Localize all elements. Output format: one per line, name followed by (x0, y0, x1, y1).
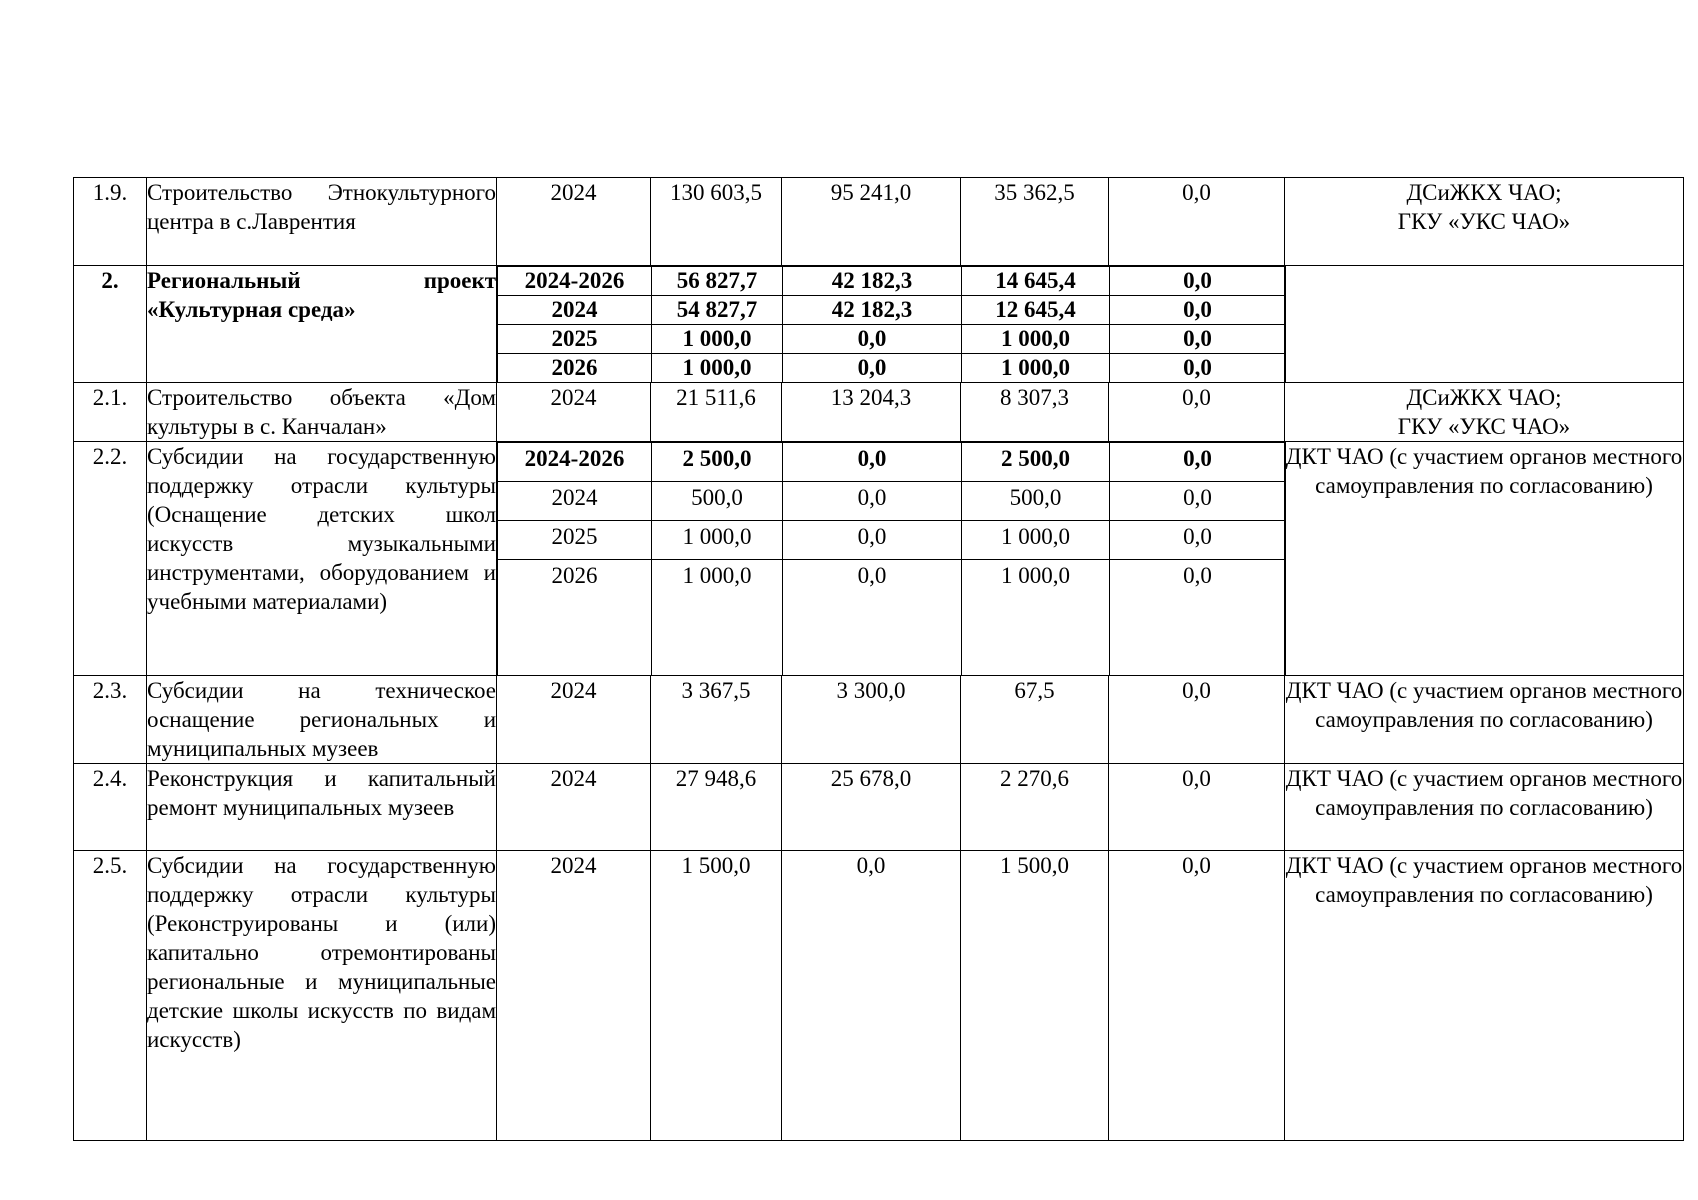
cell-federal: 0,0 (783, 521, 962, 560)
cell-regional: 1 000,0 (962, 560, 1110, 676)
responsible: ДСиЖКХ ЧАО; ГКУ «УКС ЧАО» (1285, 383, 1684, 442)
row-number: 2.3. (74, 676, 147, 764)
cell-other: 0,0 (1109, 764, 1285, 851)
cell-federal: 42 182,3 (783, 296, 962, 325)
responsible: ДКТ ЧАО (с участием органов местного самоуправления по согласованию) (1285, 676, 1684, 764)
cell-year: 2024 (497, 178, 651, 266)
row-title: Строительство объекта «Дом культуры в с. Канчалан» (147, 383, 497, 442)
cell-regional: 2 500,0 (962, 443, 1110, 482)
cell-year: 2024-2026 (498, 267, 652, 296)
cell-regional: 2 270,6 (961, 764, 1109, 851)
table-row (74, 676, 1684, 764)
cell-total: 1 000,0 (652, 354, 783, 383)
cell-other: 0,0 (1110, 267, 1286, 296)
subrow (498, 354, 1286, 383)
cell-other: 0,0 (1109, 383, 1285, 442)
responsible: ДКТ ЧАО (с участием органов местного самоуправления по согласованию) (1285, 764, 1684, 851)
cell-total: 2 500,0 (652, 443, 783, 482)
subrow (498, 267, 1286, 296)
cell-total: 3 367,5 (651, 676, 782, 764)
cell-other: 0,0 (1110, 443, 1286, 482)
cell-regional: 14 645,4 (962, 267, 1110, 296)
cell-federal: 42 182,3 (783, 267, 962, 296)
row-title: Реконструкция и капитальный ремонт муниципальных музеев (147, 764, 497, 851)
program-table (73, 177, 1684, 1141)
cell-year: 2024 (497, 851, 651, 1141)
row-title: Субсидии на техническое оснащение региональных и муниципальных музеев (147, 676, 497, 764)
cell-total: 1 000,0 (652, 521, 783, 560)
table-row (74, 178, 1684, 266)
cell-federal: 13 204,3 (782, 383, 961, 442)
cell-year: 2025 (498, 325, 652, 354)
cell-other: 0,0 (1109, 178, 1285, 266)
responsible: ДКТ ЧАО (с участием органов местного самоуправления по согласованию) (1285, 442, 1684, 676)
cell-regional: 8 307,3 (961, 383, 1109, 442)
cell-year: 2024-2026 (498, 443, 652, 482)
cell-federal: 95 241,0 (782, 178, 961, 266)
cell-regional: 67,5 (961, 676, 1109, 764)
cell-total: 1 500,0 (651, 851, 782, 1141)
cell-federal: 0,0 (783, 354, 962, 383)
cell-federal: 3 300,0 (782, 676, 961, 764)
cell-federal: 0,0 (783, 325, 962, 354)
cell-regional: 35 362,5 (961, 178, 1109, 266)
cell-total: 500,0 (652, 482, 783, 521)
cell-federal: 0,0 (783, 443, 962, 482)
row-number: 2.1. (74, 383, 147, 442)
table-row (74, 851, 1684, 1141)
cell-regional: 1 000,0 (962, 325, 1110, 354)
cell-total: 56 827,7 (652, 267, 783, 296)
cell-regional: 1 500,0 (961, 851, 1109, 1141)
cell-regional: 500,0 (962, 482, 1110, 521)
row-number: 1.9. (74, 178, 147, 266)
responsible: ДСиЖКХ ЧАО; ГКУ «УКС ЧАО» (1285, 178, 1684, 266)
cell-total: 21 511,6 (651, 383, 782, 442)
cell-other: 0,0 (1110, 325, 1286, 354)
cell-year: 2024 (498, 296, 652, 325)
responsible (1285, 266, 1684, 383)
table-row (74, 442, 1684, 676)
subrow (498, 296, 1286, 325)
subrow (498, 325, 1286, 354)
cell-year: 2024 (498, 482, 652, 521)
cell-total: 1 000,0 (652, 560, 783, 676)
cell-regional: 1 000,0 (962, 521, 1110, 560)
table-row (74, 383, 1684, 442)
cell-federal: 0,0 (783, 560, 962, 676)
cell-other: 0,0 (1110, 521, 1286, 560)
row-title: Субсидии на государственную поддержку отрасли культуры (Реконструированы и (или) капитально отремонтированы региональные и муниципальные детские школы искусств по видам искусств) (147, 851, 497, 1141)
subrows (497, 266, 1286, 382)
cell-year: 2026 (498, 354, 652, 383)
subrows (497, 442, 1286, 675)
cell-other: 0,0 (1110, 560, 1286, 676)
table-row (74, 764, 1684, 851)
table-row (74, 266, 1684, 383)
cell-year: 2024 (497, 383, 651, 442)
cell-regional: 12 645,4 (962, 296, 1110, 325)
subrow (498, 443, 1286, 482)
row-title: Региональный проект «Культурная среда» (147, 266, 497, 383)
cell-other: 0,0 (1110, 482, 1286, 521)
subrow (498, 521, 1286, 560)
row-number: 2.4. (74, 764, 147, 851)
cell-year: 2024 (497, 676, 651, 764)
row-title: Субсидии на государственную поддержку отрасли культуры (Оснащение детских школ искусств музыкальными инструментами, оборудованием и учебными материалами) (147, 442, 497, 676)
cell-other: 0,0 (1109, 851, 1285, 1141)
cell-federal: 0,0 (783, 482, 962, 521)
cell-year: 2024 (497, 764, 651, 851)
row-number: 2.5. (74, 851, 147, 1141)
cell-regional: 1 000,0 (962, 354, 1110, 383)
cell-total: 1 000,0 (652, 325, 783, 354)
cell-total: 130 603,5 (651, 178, 782, 266)
subrow (498, 560, 1286, 676)
cell-year: 2026 (498, 560, 652, 676)
row-title: Строительство Этнокультурного центра в с.Лаврентия (147, 178, 497, 266)
cell-federal: 25 678,0 (782, 764, 961, 851)
cell-federal: 0,0 (782, 851, 961, 1141)
cell-total: 27 948,6 (651, 764, 782, 851)
cell-other: 0,0 (1110, 354, 1286, 383)
row-number: 2. (74, 266, 147, 383)
cell-year: 2025 (498, 521, 652, 560)
responsible: ДКТ ЧАО (с участием органов местного самоуправления по согласованию) (1285, 851, 1684, 1141)
cell-total: 54 827,7 (652, 296, 783, 325)
subrow (498, 482, 1286, 521)
row-number: 2.2. (74, 442, 147, 676)
cell-other: 0,0 (1110, 296, 1286, 325)
cell-other: 0,0 (1109, 676, 1285, 764)
